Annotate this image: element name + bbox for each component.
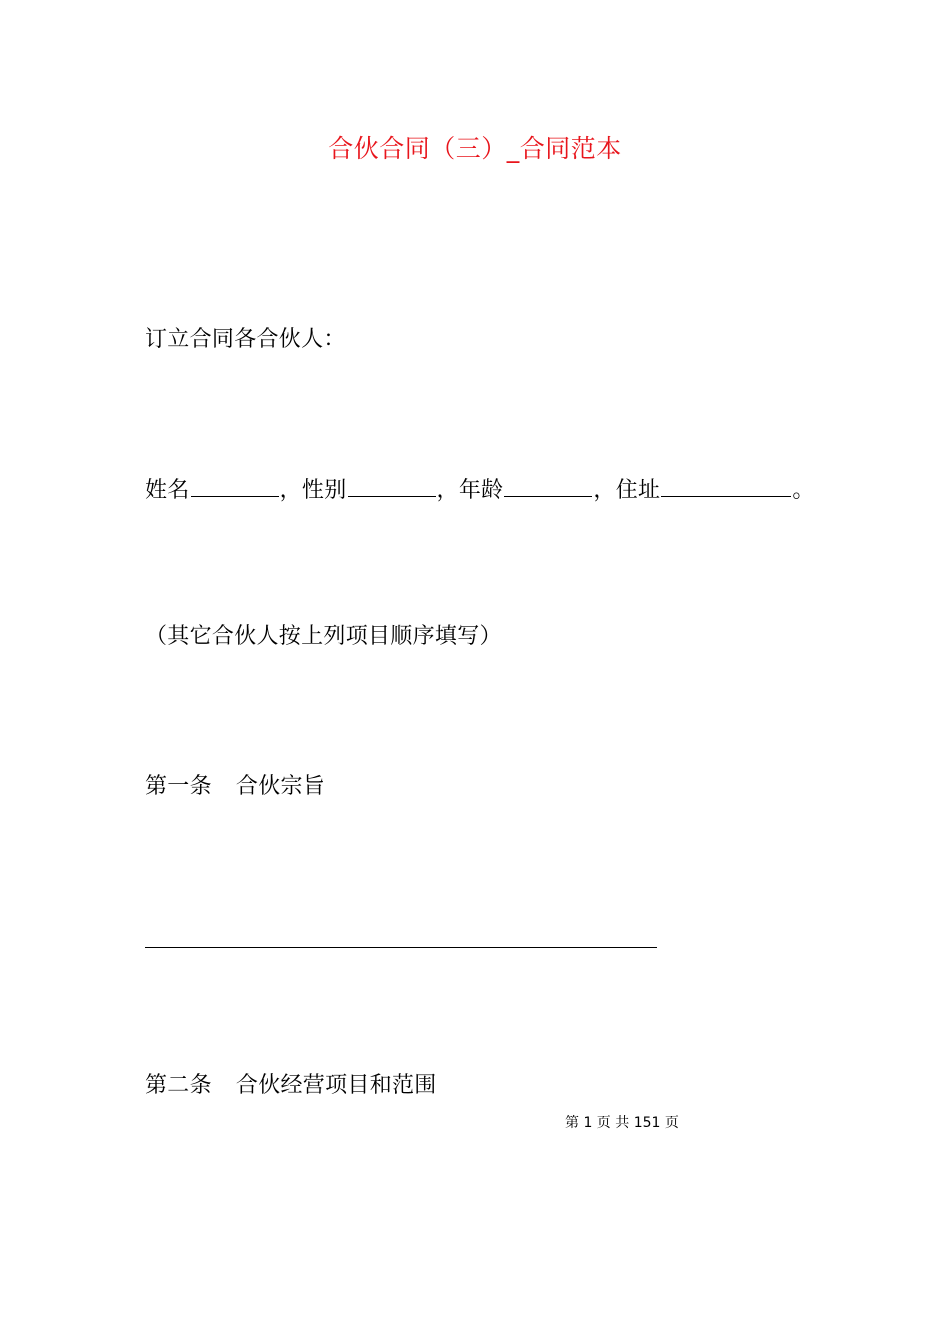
article-2-number: 第二条 [145, 1073, 212, 1098]
document-title: 合伙合同（三）_合同范本 [328, 134, 622, 163]
party-info-line [145, 474, 815, 506]
line-end-punctuation: 。 [792, 478, 815, 503]
article-2-title: 合伙经营项目和范围 [235, 1073, 437, 1098]
address-blank [661, 474, 791, 497]
gender-label: ，性别 [279, 478, 347, 503]
note-line: （其它合伙人按上列项目顺序填写） [145, 624, 502, 649]
article-1-blank-line [145, 947, 657, 948]
address-label: ，住址 [593, 478, 661, 503]
article-2-heading [145, 1071, 437, 1101]
name-blank [191, 474, 279, 497]
name-label: 姓名 [145, 478, 190, 503]
gender-blank [348, 474, 436, 497]
article-1-title: 合伙宗旨 [235, 774, 326, 799]
intro-line: 订立合同各合伙人： [145, 327, 346, 352]
article-1-heading [145, 772, 325, 802]
age-label: ，年龄 [436, 478, 504, 503]
article-1-number: 第一条 [145, 774, 212, 799]
page-number: 第 1 页 共 151 页 [565, 1115, 679, 1131]
age-blank [504, 474, 592, 497]
